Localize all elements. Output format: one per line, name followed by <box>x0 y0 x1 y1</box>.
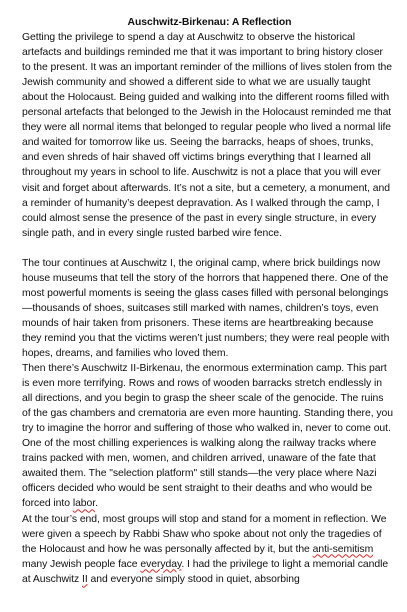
paragraph-reflection-text-b: many Jewish people face <box>22 558 138 570</box>
paragraph-reflection[interactable] <box>22 512 393 587</box>
paragraph-reflection-text-d: and everyone simply stood in quiet, absorbing <box>90 573 300 585</box>
paragraph-reflection-text-a: At the tour’s end, most groups will stop and stand for a moment in reflection. We were given a speech by Rabbi Shaw who spoke about not only the tragedies of the Holocaust and how he was personally affected by it, but the <box>22 513 387 555</box>
paragraph-railway-text: One of the most chilling experiences is walking along the railway tracks where trains packed with men, women, and children arrived, unaware of the fate that awaited them. The "selection platform" still stands—the very place where Nazi officers decided who would be sent straight to their deaths and who would be forced into <box>22 438 377 510</box>
punctuation: . <box>95 498 98 510</box>
spelling-flagged-word[interactable]: anti-semitism <box>312 543 374 555</box>
spelling-flagged-word[interactable]: everyday <box>140 558 182 570</box>
document-title: Auschwitz-Birkenau: A Reflection <box>127 17 292 28</box>
spelling-flagged-word[interactable]: II <box>82 573 88 585</box>
paragraph-birkenau[interactable]: Then there’s Auschwitz II-Birkenau, the enormous extermination camp. This part is even more terrifying. Rows and rows of wooden barracks stretch endlessly in all directions, and you begin to grasp the sheer scale of the genocide. The ruins of the gas chambers and crematoria are even more haunting. Standing there, you try to imagine the horror and suffering of those who walked in, never to come out. <box>22 363 393 435</box>
spelling-flagged-word[interactable]: labor <box>72 498 96 510</box>
paragraph-railway[interactable] <box>22 436 393 511</box>
paragraph-reflection-text-c: . I had the privilege to light a memorial candle at Auschwitz <box>22 558 389 585</box>
paragraph-auschwitz-i[interactable]: The tour continues at Auschwitz I, the original camp, where brick buildings now house museums that tell the story of the horrors that happened there. One of the most powerful moments is seeing the glass cases filled with personal belongings—thousands of shoes, suitcases still marked with names, children’s toys, even mounds of hair taken from prisoners. These items are heartbreaking because they remind you that the victims weren’t just numbers; they were real people with hopes, dreams, and families who loved them. <box>22 257 390 359</box>
paragraph-spacer <box>22 241 393 256</box>
paragraph-introduction[interactable]: Getting the privilege to spend a day at Auschwitz to observe the historical artefacts and buildings reminded me that it was important to bring history closer to the present. It was an important reminder of the millions of lives stolen from the Jewish community and showed a different side to what we are usually taught about the Holocaust. Being guided and walking into the different rooms filled with personal artefacts that belonged to the Jewish in the Holocaust reminded me that they were all normal items that belonged to regular people who lived a normal life and waited for tomorrow like us. Seeing the barracks, heaps of shoes, trunks, and even shreds of hair shaved off victims brings everything that I learned all throughout my years in school to life. Auschwitz is not a place that you will ever visit and forget about afterwards. It’s not a site, but a cemetery, a monument, and a reminder of humanity’s deepest depravation. As I walked through the camp, I could almost sense the presence of the past in every single structure, in every single path, and in every single rusted barbed wire fence. <box>22 32 392 239</box>
